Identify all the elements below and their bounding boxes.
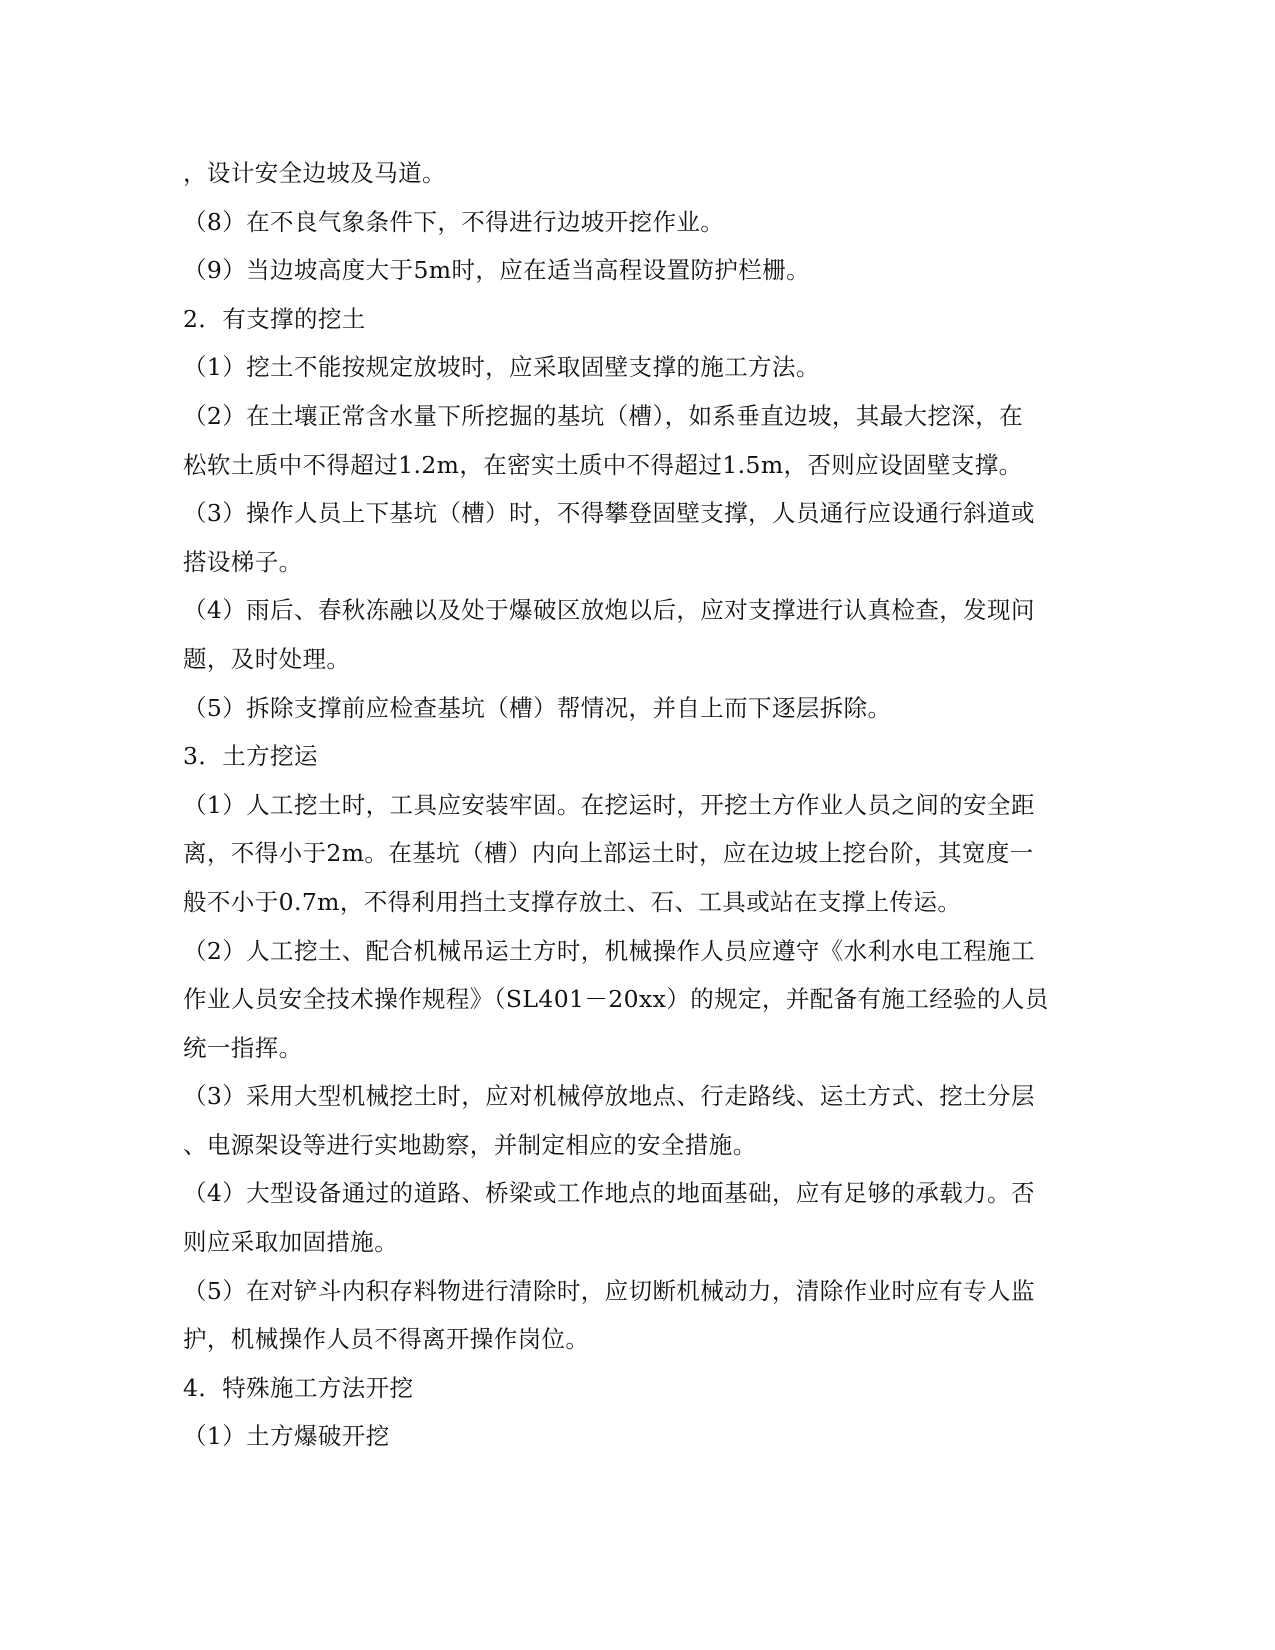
text-line: （9）当边坡高度大于5m时，应在适当高程设置防护栏栅。: [183, 256, 810, 285]
text-line: 离，不得小于2m。在基坑（槽）内向上部运土时，应在边坡上挖台阶，其宽度一: [183, 839, 1034, 868]
text-line: 般不小于0.7m，不得利用挡土支撑存放土、石、工具或站在支撑上传运。: [183, 887, 962, 916]
text-line: 松软土质中不得超过1.2m，在密实土质中不得超过1.5m，否则应设固壁支撑。: [183, 450, 1023, 479]
text-line: （4）大型设备通过的道路、桥梁或工作地点的地面基础，应有足够的承载力。否: [183, 1179, 1035, 1208]
text-line: 作业人员安全技术操作规程》（SL401－20xx）的规定，并配备有施工经验的人员: [183, 985, 1049, 1014]
text-line: ，设计安全边坡及马道。: [183, 159, 446, 187]
text-line: （8）在不良气象条件下，不得进行边坡开挖作业。: [183, 207, 725, 236]
text-line: （5）拆除支撑前应检查基坑（槽）帮情况，并自上而下逐层拆除。: [183, 693, 892, 722]
section-heading: 3．土方挖运: [183, 742, 318, 771]
text-line: （1）挖土不能按规定放坡时，应采取固壁支撑的施工方法。: [183, 353, 820, 382]
section-heading: 2．有支撑的挖土: [183, 304, 366, 333]
section-heading: 4．特殊施工方法开挖: [183, 1373, 414, 1402]
text-line: 、电源架设等进行实地勘察，并制定相应的安全措施。: [183, 1130, 757, 1159]
text-line: （3）操作人员上下基坑（槽）时，不得攀登固壁支撑，人员通行应设通行斜道或: [183, 499, 1035, 528]
text-line: （1）人工挖土时，工具应安装牢固。在挖运时，开挖土方作业人员之间的安全距: [183, 790, 1035, 819]
text-line: 统一指挥。: [183, 1033, 303, 1062]
text-line: （2）在土壤正常含水量下所挖掘的基坑（槽），如系垂直边坡，其最大挖深，在: [183, 401, 1024, 430]
text-line: 则应采取加固措施。: [183, 1228, 399, 1257]
text-line: 护，机械操作人员不得离开操作岗位。: [183, 1325, 590, 1354]
text-line: （4）雨后、春秋冻融以及处于爆破区放炮以后，应对支撑进行认真检查，发现问: [183, 596, 1035, 625]
text-line: 题，及时处理。: [183, 644, 351, 673]
text-line: 搭设梯子。: [183, 547, 303, 576]
text-line: （5）在对铲斗内积存料物进行清除时，应切断机械动力，清除作业时应有专人监: [183, 1276, 1035, 1305]
text-line: （2）人工挖土、配合机械吊运土方时，机械操作人员应遵守《水利水电工程施工: [183, 936, 1035, 965]
document-body: [183, 149, 1088, 1461]
text-line: （1）土方爆破开挖: [183, 1422, 390, 1451]
text-line: （3）采用大型机械挖土时，应对机械停放地点、行走路线、运土方式、挖土分层: [183, 1082, 1035, 1111]
